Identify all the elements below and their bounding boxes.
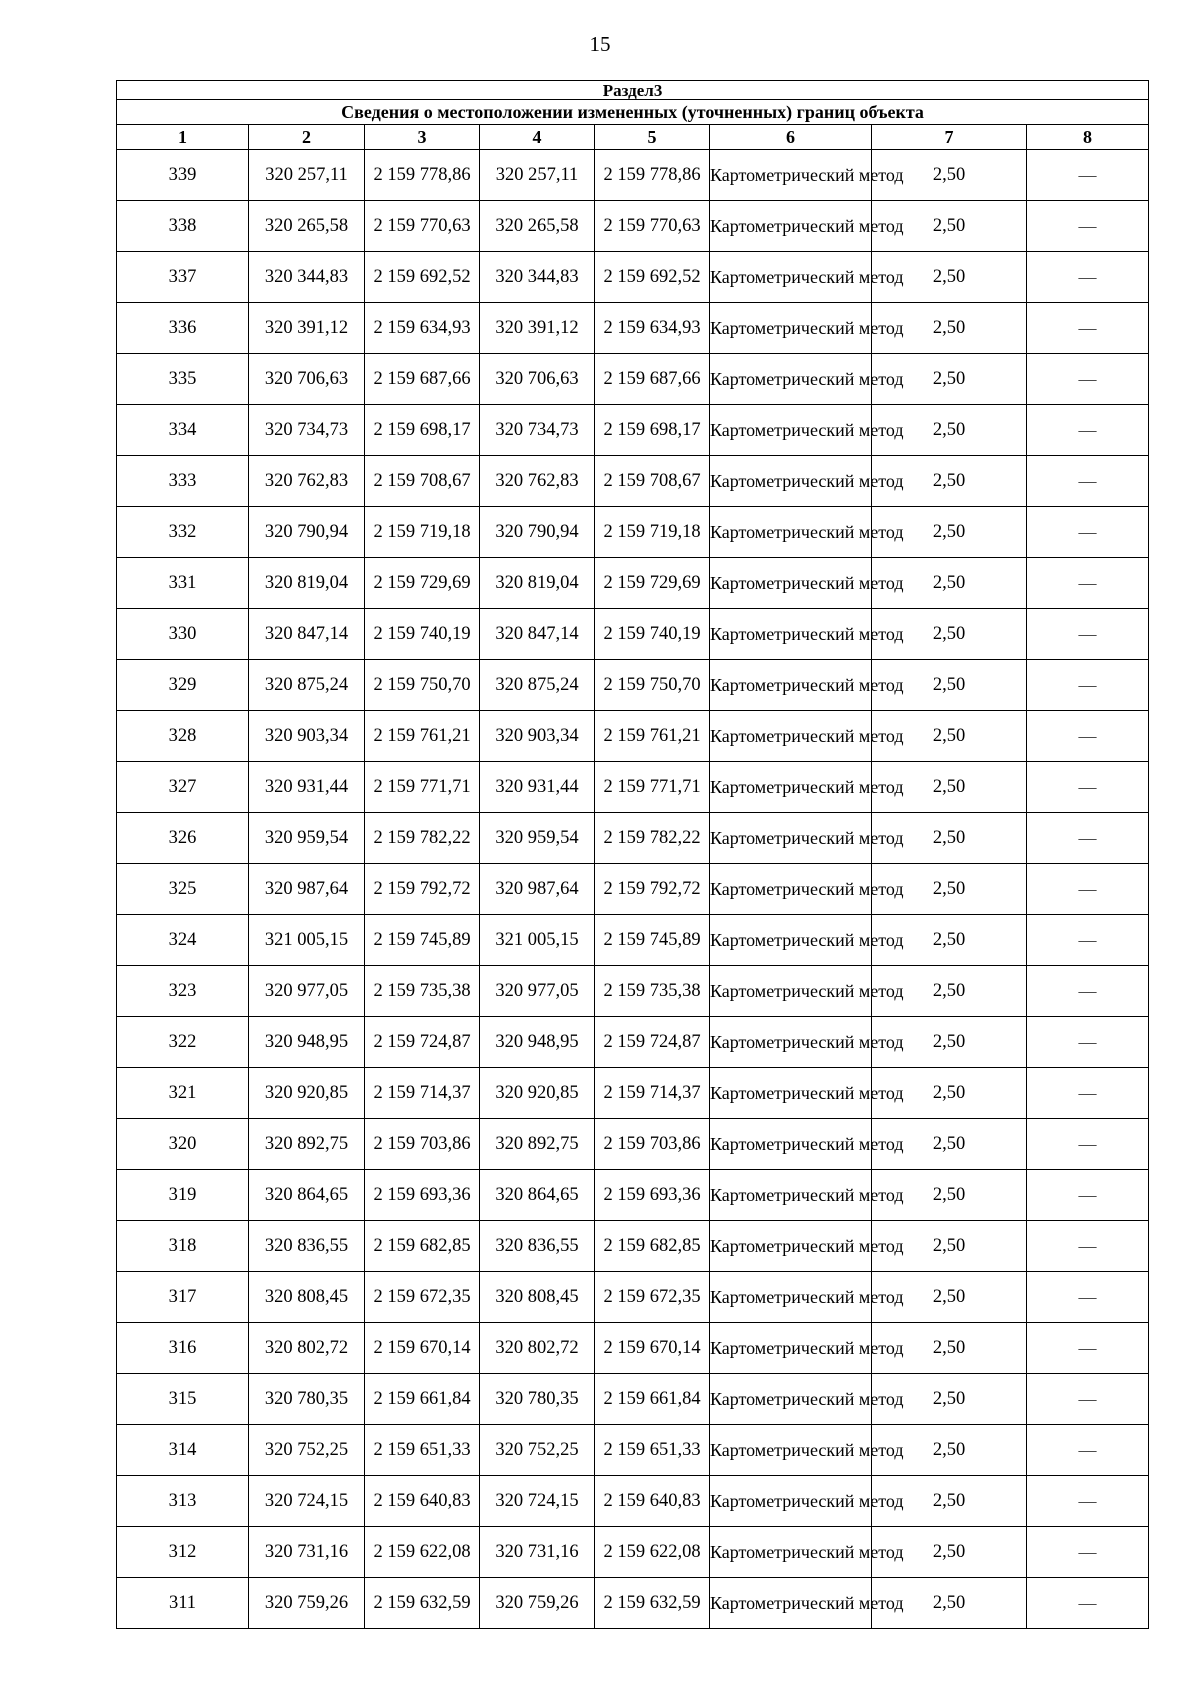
new-x-cell: 320 759,26 [480, 1578, 595, 1629]
new-x-cell: 320 819,04 [480, 558, 595, 609]
new-x-cell: 320 731,16 [480, 1527, 595, 1578]
precision-cell: 2,50 [872, 660, 1027, 711]
new-y-cell: 2 159 735,38 [595, 966, 710, 1017]
new-y-cell: 2 159 708,67 [595, 456, 710, 507]
existing-y-cell: 2 159 687,66 [365, 354, 480, 405]
method-cell: Картометрический метод [710, 1323, 872, 1374]
description-cell: — [1027, 1221, 1149, 1272]
precision-cell: 2,50 [872, 405, 1027, 456]
existing-x-cell: 321 005,15 [249, 915, 365, 966]
table-row [117, 507, 1149, 558]
point-number-cell: 330 [117, 609, 249, 660]
existing-x-cell: 320 819,04 [249, 558, 365, 609]
existing-x-cell: 320 265,58 [249, 201, 365, 252]
point-number-cell: 320 [117, 1119, 249, 1170]
precision-cell: 2,50 [872, 1221, 1027, 1272]
existing-y-cell: 2 159 740,19 [365, 609, 480, 660]
existing-x-cell: 320 344,83 [249, 252, 365, 303]
description-cell: — [1027, 609, 1149, 660]
existing-x-cell: 320 948,95 [249, 1017, 365, 1068]
point-number-cell: 338 [117, 201, 249, 252]
new-y-cell: 2 159 719,18 [595, 507, 710, 558]
point-number-cell: 323 [117, 966, 249, 1017]
method-cell: Картометрический метод [710, 456, 872, 507]
existing-y-cell: 2 159 714,37 [365, 1068, 480, 1119]
existing-x-cell: 320 734,73 [249, 405, 365, 456]
table-row [117, 711, 1149, 762]
precision-cell: 2,50 [872, 966, 1027, 1017]
existing-x-cell: 320 920,85 [249, 1068, 365, 1119]
description-cell: — [1027, 762, 1149, 813]
existing-x-cell: 320 847,14 [249, 609, 365, 660]
new-y-cell: 2 159 682,85 [595, 1221, 710, 1272]
method-cell: Картометрический метод [710, 1527, 872, 1578]
table-row [117, 1119, 1149, 1170]
precision-cell: 2,50 [872, 558, 1027, 609]
new-y-cell: 2 159 672,35 [595, 1272, 710, 1323]
precision-cell: 2,50 [872, 711, 1027, 762]
method-cell: Картометрический метод [710, 711, 872, 762]
new-y-cell: 2 159 651,33 [595, 1425, 710, 1476]
method-cell: Картометрический метод [710, 150, 872, 201]
existing-x-cell: 320 977,05 [249, 966, 365, 1017]
point-number-cell: 315 [117, 1374, 249, 1425]
method-cell: Картометрический метод [710, 1578, 872, 1629]
precision-cell: 2,50 [872, 1272, 1027, 1323]
new-y-cell: 2 159 687,66 [595, 354, 710, 405]
new-y-cell: 2 159 750,70 [595, 660, 710, 711]
point-number-cell: 335 [117, 354, 249, 405]
new-y-cell: 2 159 771,71 [595, 762, 710, 813]
existing-y-cell: 2 159 750,70 [365, 660, 480, 711]
point-number-cell: 313 [117, 1476, 249, 1527]
new-x-cell: 321 005,15 [480, 915, 595, 966]
method-cell: Картометрический метод [710, 201, 872, 252]
table-title: Сведения о местоположении измененных (уточненных) границ объекта [117, 100, 1149, 125]
table-row [117, 405, 1149, 456]
method-cell: Картометрический метод [710, 252, 872, 303]
description-cell: — [1027, 303, 1149, 354]
new-x-cell: 320 864,65 [480, 1170, 595, 1221]
table-row [117, 1170, 1149, 1221]
precision-cell: 2,50 [872, 1170, 1027, 1221]
existing-x-cell: 320 731,16 [249, 1527, 365, 1578]
new-y-cell: 2 159 640,83 [595, 1476, 710, 1527]
boundary-coordinates-table [116, 80, 1149, 1629]
method-cell: Картометрический метод [710, 762, 872, 813]
point-number-cell: 324 [117, 915, 249, 966]
point-number-cell: 316 [117, 1323, 249, 1374]
description-cell: — [1027, 558, 1149, 609]
new-y-cell: 2 159 670,14 [595, 1323, 710, 1374]
table-row [117, 1578, 1149, 1629]
existing-x-cell: 320 257,11 [249, 150, 365, 201]
precision-cell: 2,50 [872, 762, 1027, 813]
new-x-cell: 320 903,34 [480, 711, 595, 762]
existing-y-cell: 2 159 708,67 [365, 456, 480, 507]
point-number-cell: 336 [117, 303, 249, 354]
new-x-cell: 320 762,83 [480, 456, 595, 507]
precision-cell: 2,50 [872, 1476, 1027, 1527]
existing-y-cell: 2 159 661,84 [365, 1374, 480, 1425]
new-y-cell: 2 159 792,72 [595, 864, 710, 915]
new-x-cell: 320 391,12 [480, 303, 595, 354]
new-x-cell: 320 752,25 [480, 1425, 595, 1476]
existing-x-cell: 320 903,34 [249, 711, 365, 762]
table-row [117, 303, 1149, 354]
description-cell: — [1027, 813, 1149, 864]
existing-y-cell: 2 159 693,36 [365, 1170, 480, 1221]
table-row [117, 1221, 1149, 1272]
method-cell: Картометрический метод [710, 1119, 872, 1170]
new-y-cell: 2 159 761,21 [595, 711, 710, 762]
table-row [117, 762, 1149, 813]
method-cell: Картометрический метод [710, 405, 872, 456]
table-row [117, 1272, 1149, 1323]
point-number-cell: 322 [117, 1017, 249, 1068]
precision-cell: 2,50 [872, 150, 1027, 201]
table-row [117, 966, 1149, 1017]
precision-cell: 2,50 [872, 507, 1027, 558]
description-cell: — [1027, 660, 1149, 711]
description-cell: — [1027, 354, 1149, 405]
existing-y-cell: 2 159 745,89 [365, 915, 480, 966]
table-row [117, 150, 1149, 201]
point-number-cell: 311 [117, 1578, 249, 1629]
description-cell: — [1027, 201, 1149, 252]
point-number-cell: 314 [117, 1425, 249, 1476]
method-cell: Картометрический метод [710, 1374, 872, 1425]
new-y-cell: 2 159 745,89 [595, 915, 710, 966]
existing-x-cell: 320 959,54 [249, 813, 365, 864]
table-row [117, 456, 1149, 507]
new-y-cell: 2 159 770,63 [595, 201, 710, 252]
new-y-cell: 2 159 740,19 [595, 609, 710, 660]
description-cell: — [1027, 150, 1149, 201]
new-x-cell: 320 931,44 [480, 762, 595, 813]
existing-y-cell: 2 159 792,72 [365, 864, 480, 915]
method-cell: Картометрический метод [710, 915, 872, 966]
description-cell: — [1027, 1425, 1149, 1476]
point-number-cell: 337 [117, 252, 249, 303]
table-row [117, 558, 1149, 609]
column-number: 8 [1027, 125, 1149, 150]
new-y-cell: 2 159 622,08 [595, 1527, 710, 1578]
precision-cell: 2,50 [872, 1068, 1027, 1119]
description-cell: — [1027, 1017, 1149, 1068]
new-y-cell: 2 159 634,93 [595, 303, 710, 354]
existing-x-cell: 320 802,72 [249, 1323, 365, 1374]
new-y-cell: 2 159 782,22 [595, 813, 710, 864]
new-y-cell: 2 159 698,17 [595, 405, 710, 456]
existing-y-cell: 2 159 729,69 [365, 558, 480, 609]
precision-cell: 2,50 [872, 1578, 1027, 1629]
description-cell: — [1027, 711, 1149, 762]
table-row [117, 1374, 1149, 1425]
description-cell: — [1027, 507, 1149, 558]
new-y-cell: 2 159 693,36 [595, 1170, 710, 1221]
new-y-cell: 2 159 661,84 [595, 1374, 710, 1425]
existing-y-cell: 2 159 771,71 [365, 762, 480, 813]
existing-y-cell: 2 159 735,38 [365, 966, 480, 1017]
new-x-cell: 320 836,55 [480, 1221, 595, 1272]
description-cell: — [1027, 1119, 1149, 1170]
precision-cell: 2,50 [872, 201, 1027, 252]
column-number: 5 [595, 125, 710, 150]
new-x-cell: 320 780,35 [480, 1374, 595, 1425]
method-cell: Картометрический метод [710, 609, 872, 660]
precision-cell: 2,50 [872, 609, 1027, 660]
table-row [117, 609, 1149, 660]
new-x-cell: 320 790,94 [480, 507, 595, 558]
table-row [117, 660, 1149, 711]
method-cell: Картометрический метод [710, 813, 872, 864]
new-x-cell: 320 265,58 [480, 201, 595, 252]
precision-cell: 2,50 [872, 1425, 1027, 1476]
existing-y-cell: 2 159 634,93 [365, 303, 480, 354]
table-row [117, 1068, 1149, 1119]
method-cell: Картометрический метод [710, 303, 872, 354]
point-number-cell: 325 [117, 864, 249, 915]
description-cell: — [1027, 405, 1149, 456]
table-row [117, 813, 1149, 864]
method-cell: Картометрический метод [710, 558, 872, 609]
method-cell: Картометрический метод [710, 1170, 872, 1221]
column-number: 6 [710, 125, 872, 150]
new-x-cell: 320 959,54 [480, 813, 595, 864]
new-x-cell: 320 977,05 [480, 966, 595, 1017]
description-cell: — [1027, 1374, 1149, 1425]
existing-y-cell: 2 159 719,18 [365, 507, 480, 558]
point-number-cell: 319 [117, 1170, 249, 1221]
section-row [117, 81, 1149, 100]
point-number-cell: 331 [117, 558, 249, 609]
description-cell: — [1027, 966, 1149, 1017]
column-number: 4 [480, 125, 595, 150]
point-number-cell: 326 [117, 813, 249, 864]
column-number: 7 [872, 125, 1027, 150]
precision-cell: 2,50 [872, 1119, 1027, 1170]
existing-y-cell: 2 159 770,63 [365, 201, 480, 252]
existing-y-cell: 2 159 703,86 [365, 1119, 480, 1170]
precision-cell: 2,50 [872, 864, 1027, 915]
new-y-cell: 2 159 692,52 [595, 252, 710, 303]
column-number: 2 [249, 125, 365, 150]
method-cell: Картометрический метод [710, 1017, 872, 1068]
existing-y-cell: 2 159 761,21 [365, 711, 480, 762]
point-number-cell: 339 [117, 150, 249, 201]
method-cell: Картометрический метод [710, 966, 872, 1017]
precision-cell: 2,50 [872, 915, 1027, 966]
column-number: 3 [365, 125, 480, 150]
method-cell: Картометрический метод [710, 1221, 872, 1272]
description-cell: — [1027, 1578, 1149, 1629]
point-number-cell: 328 [117, 711, 249, 762]
existing-x-cell: 320 780,35 [249, 1374, 365, 1425]
new-x-cell: 320 948,95 [480, 1017, 595, 1068]
table-row [117, 1425, 1149, 1476]
point-number-cell: 318 [117, 1221, 249, 1272]
new-y-cell: 2 159 724,87 [595, 1017, 710, 1068]
method-cell: Картометрический метод [710, 660, 872, 711]
existing-y-cell: 2 159 692,52 [365, 252, 480, 303]
new-x-cell: 320 920,85 [480, 1068, 595, 1119]
existing-x-cell: 320 724,15 [249, 1476, 365, 1527]
precision-cell: 2,50 [872, 303, 1027, 354]
existing-y-cell: 2 159 698,17 [365, 405, 480, 456]
new-y-cell: 2 159 729,69 [595, 558, 710, 609]
table-body [117, 150, 1149, 1629]
existing-y-cell: 2 159 724,87 [365, 1017, 480, 1068]
method-cell: Картометрический метод [710, 1272, 872, 1323]
existing-x-cell: 320 931,44 [249, 762, 365, 813]
existing-x-cell: 320 759,26 [249, 1578, 365, 1629]
new-x-cell: 320 706,63 [480, 354, 595, 405]
table-row [117, 1017, 1149, 1068]
description-cell: — [1027, 1323, 1149, 1374]
description-cell: — [1027, 252, 1149, 303]
table-row [117, 915, 1149, 966]
point-number-cell: 321 [117, 1068, 249, 1119]
precision-cell: 2,50 [872, 1017, 1027, 1068]
method-cell: Картометрический метод [710, 864, 872, 915]
table-row [117, 252, 1149, 303]
description-cell: — [1027, 1068, 1149, 1119]
new-y-cell: 2 159 632,59 [595, 1578, 710, 1629]
existing-x-cell: 320 762,83 [249, 456, 365, 507]
point-number-cell: 312 [117, 1527, 249, 1578]
existing-x-cell: 320 790,94 [249, 507, 365, 558]
existing-x-cell: 320 864,65 [249, 1170, 365, 1221]
existing-x-cell: 320 706,63 [249, 354, 365, 405]
precision-cell: 2,50 [872, 456, 1027, 507]
new-x-cell: 320 847,14 [480, 609, 595, 660]
existing-y-cell: 2 159 640,83 [365, 1476, 480, 1527]
point-number-cell: 327 [117, 762, 249, 813]
new-x-cell: 320 808,45 [480, 1272, 595, 1323]
description-cell: — [1027, 1527, 1149, 1578]
column-number-row [117, 125, 1149, 150]
precision-cell: 2,50 [872, 1374, 1027, 1425]
existing-y-cell: 2 159 651,33 [365, 1425, 480, 1476]
new-x-cell: 320 344,83 [480, 252, 595, 303]
existing-x-cell: 320 752,25 [249, 1425, 365, 1476]
existing-x-cell: 320 892,75 [249, 1119, 365, 1170]
description-cell: — [1027, 1170, 1149, 1221]
description-cell: — [1027, 1272, 1149, 1323]
method-cell: Картометрический метод [710, 1425, 872, 1476]
table-row [117, 354, 1149, 405]
new-x-cell: 320 257,11 [480, 150, 595, 201]
new-x-cell: 320 802,72 [480, 1323, 595, 1374]
new-y-cell: 2 159 714,37 [595, 1068, 710, 1119]
section-label: Раздел3 [117, 81, 1149, 100]
table-row [117, 1476, 1149, 1527]
new-x-cell: 320 734,73 [480, 405, 595, 456]
precision-cell: 2,50 [872, 813, 1027, 864]
existing-x-cell: 320 808,45 [249, 1272, 365, 1323]
precision-cell: 2,50 [872, 1323, 1027, 1374]
existing-x-cell: 320 391,12 [249, 303, 365, 354]
existing-y-cell: 2 159 682,85 [365, 1221, 480, 1272]
new-x-cell: 320 724,15 [480, 1476, 595, 1527]
description-cell: — [1027, 456, 1149, 507]
point-number-cell: 329 [117, 660, 249, 711]
description-cell: — [1027, 1476, 1149, 1527]
existing-y-cell: 2 159 670,14 [365, 1323, 480, 1374]
page-number: 15 [589, 32, 611, 56]
precision-cell: 2,50 [872, 1527, 1027, 1578]
existing-x-cell: 320 836,55 [249, 1221, 365, 1272]
method-cell: Картометрический метод [710, 1068, 872, 1119]
existing-y-cell: 2 159 672,35 [365, 1272, 480, 1323]
precision-cell: 2,50 [872, 252, 1027, 303]
table-row [117, 201, 1149, 252]
table-row [117, 1323, 1149, 1374]
point-number-cell: 332 [117, 507, 249, 558]
method-cell: Картометрический метод [710, 1476, 872, 1527]
new-x-cell: 320 875,24 [480, 660, 595, 711]
existing-y-cell: 2 159 632,59 [365, 1578, 480, 1629]
description-cell: — [1027, 864, 1149, 915]
precision-cell: 2,50 [872, 354, 1027, 405]
existing-y-cell: 2 159 778,86 [365, 150, 480, 201]
table-row [117, 864, 1149, 915]
point-number-cell: 317 [117, 1272, 249, 1323]
existing-x-cell: 320 875,24 [249, 660, 365, 711]
new-x-cell: 320 892,75 [480, 1119, 595, 1170]
table-row [117, 1527, 1149, 1578]
existing-y-cell: 2 159 782,22 [365, 813, 480, 864]
description-cell: — [1027, 915, 1149, 966]
point-number-cell: 333 [117, 456, 249, 507]
new-x-cell: 320 987,64 [480, 864, 595, 915]
existing-y-cell: 2 159 622,08 [365, 1527, 480, 1578]
new-y-cell: 2 159 778,86 [595, 150, 710, 201]
table-title-row [117, 100, 1149, 125]
point-number-cell: 334 [117, 405, 249, 456]
existing-x-cell: 320 987,64 [249, 864, 365, 915]
new-y-cell: 2 159 703,86 [595, 1119, 710, 1170]
column-number: 1 [117, 125, 249, 150]
method-cell: Картометрический метод [710, 507, 872, 558]
method-cell: Картометрический метод [710, 354, 872, 405]
